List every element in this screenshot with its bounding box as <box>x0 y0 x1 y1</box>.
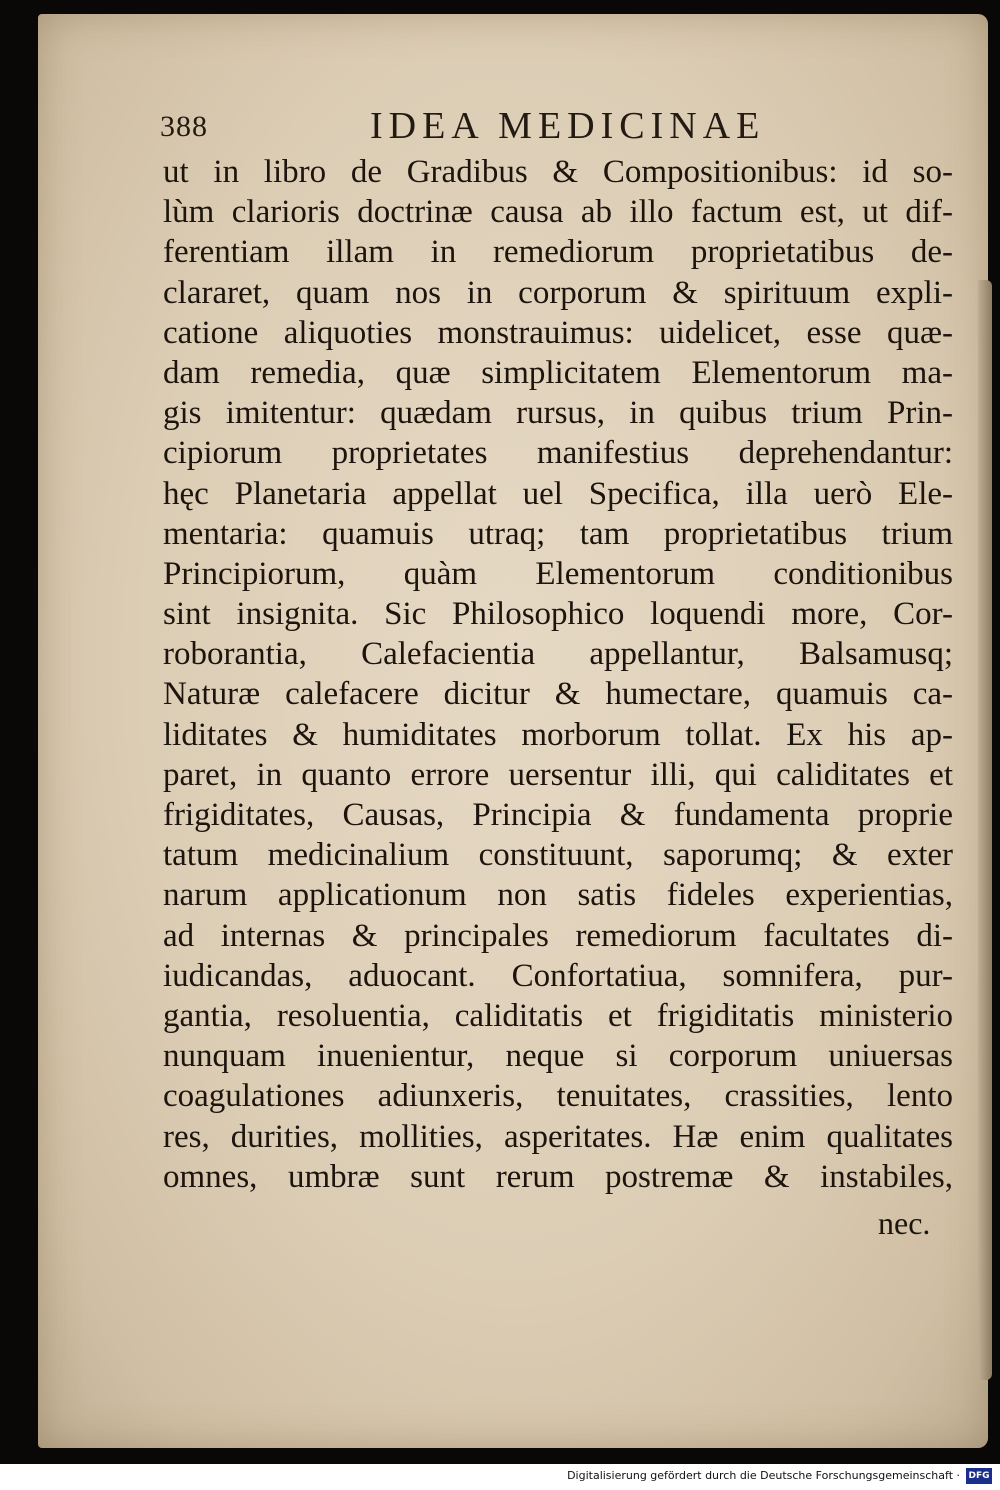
text-line: ferentiam illam in remediorum proprietatibus de- <box>163 234 953 271</box>
text-line: omnes, umbræ sunt rerum postremæ & instabiles, <box>163 1158 953 1195</box>
text-line: paret, in quanto errore uersentur illi, qui caliditates et <box>163 756 953 793</box>
page-number: 388 <box>160 110 208 143</box>
text-line: clararet, quam nos in corporum & spirituum expli- <box>163 274 953 311</box>
text-line: Naturæ calefacere dicitur & humectare, quamuis ca- <box>163 676 953 713</box>
text-line: gantia, resoluentia, caliditatis et frigiditatis ministerio <box>163 997 953 1034</box>
text-line: nunquam inuenientur, neque si corporum uniuersas <box>163 1038 953 1075</box>
text-line: catione aliquoties monstrauimus: uidelicet, esse quæ- <box>163 314 953 351</box>
dfg-logo: DFG <box>966 1468 992 1484</box>
text-line: liditates & humiditates morborum tollat. Ex his ap- <box>163 716 953 753</box>
text-line: frigiditates, Causas, Principia & fundamenta proprie <box>163 797 953 833</box>
footer-credit: Digitalisierung gefördert durch die Deutsche Forschungsgemeinschaft · <box>567 1469 960 1482</box>
text-line: gis imitentur: quædam rursus, in quibus trium Prin- <box>163 395 953 432</box>
text-line: res, durities, mollities, asperitates. Hæ enim qualitates <box>163 1118 953 1155</box>
text-line: sint insignita. Sic Philosophico loquendi more, Cor- <box>163 596 953 633</box>
page-edge <box>978 280 992 1380</box>
body-text <box>163 152 953 1197</box>
running-head-title: IDEA MEDICINAE <box>370 105 766 147</box>
footer-bar <box>0 1464 1000 1490</box>
text-line: iudicandas, aduocant. Confortatiua, somnifera, pur- <box>163 957 953 994</box>
text-line: hęc Planetaria appellat uel Specifica, illa uerò Ele- <box>163 475 953 512</box>
text-line: roborantia, Calefacientia appellantur, Balsamusq; <box>163 636 953 673</box>
catchword: nec. <box>878 1205 931 1241</box>
text-line: dam remedia, quæ simplicitatem Elementorum ma- <box>163 354 953 391</box>
text-line: lùm clarioris doctrinæ causa ab illo factum est, ut dif- <box>163 194 953 231</box>
text-line: ut in libro de Gradibus & Compositionibus: id so- <box>163 154 953 190</box>
text-line: tatum medicinalium constituunt, saporumq; & exter <box>163 837 953 874</box>
text-line: narum applicationum non satis fideles experientias, <box>163 877 953 914</box>
running-head <box>160 104 960 148</box>
text-line: Principiorum, quàm Elementorum conditionibus <box>163 555 953 592</box>
text-line: cipiorum proprietates manifestius deprehendantur: <box>163 435 953 472</box>
text-line: ad internas & principales remediorum facultates di- <box>163 917 953 954</box>
text-line: mentaria: quamuis utraq; tam proprietatibus trium <box>163 515 953 552</box>
text-line: coagulationes adiunxeris, tenuitates, crassities, lento <box>163 1078 953 1115</box>
